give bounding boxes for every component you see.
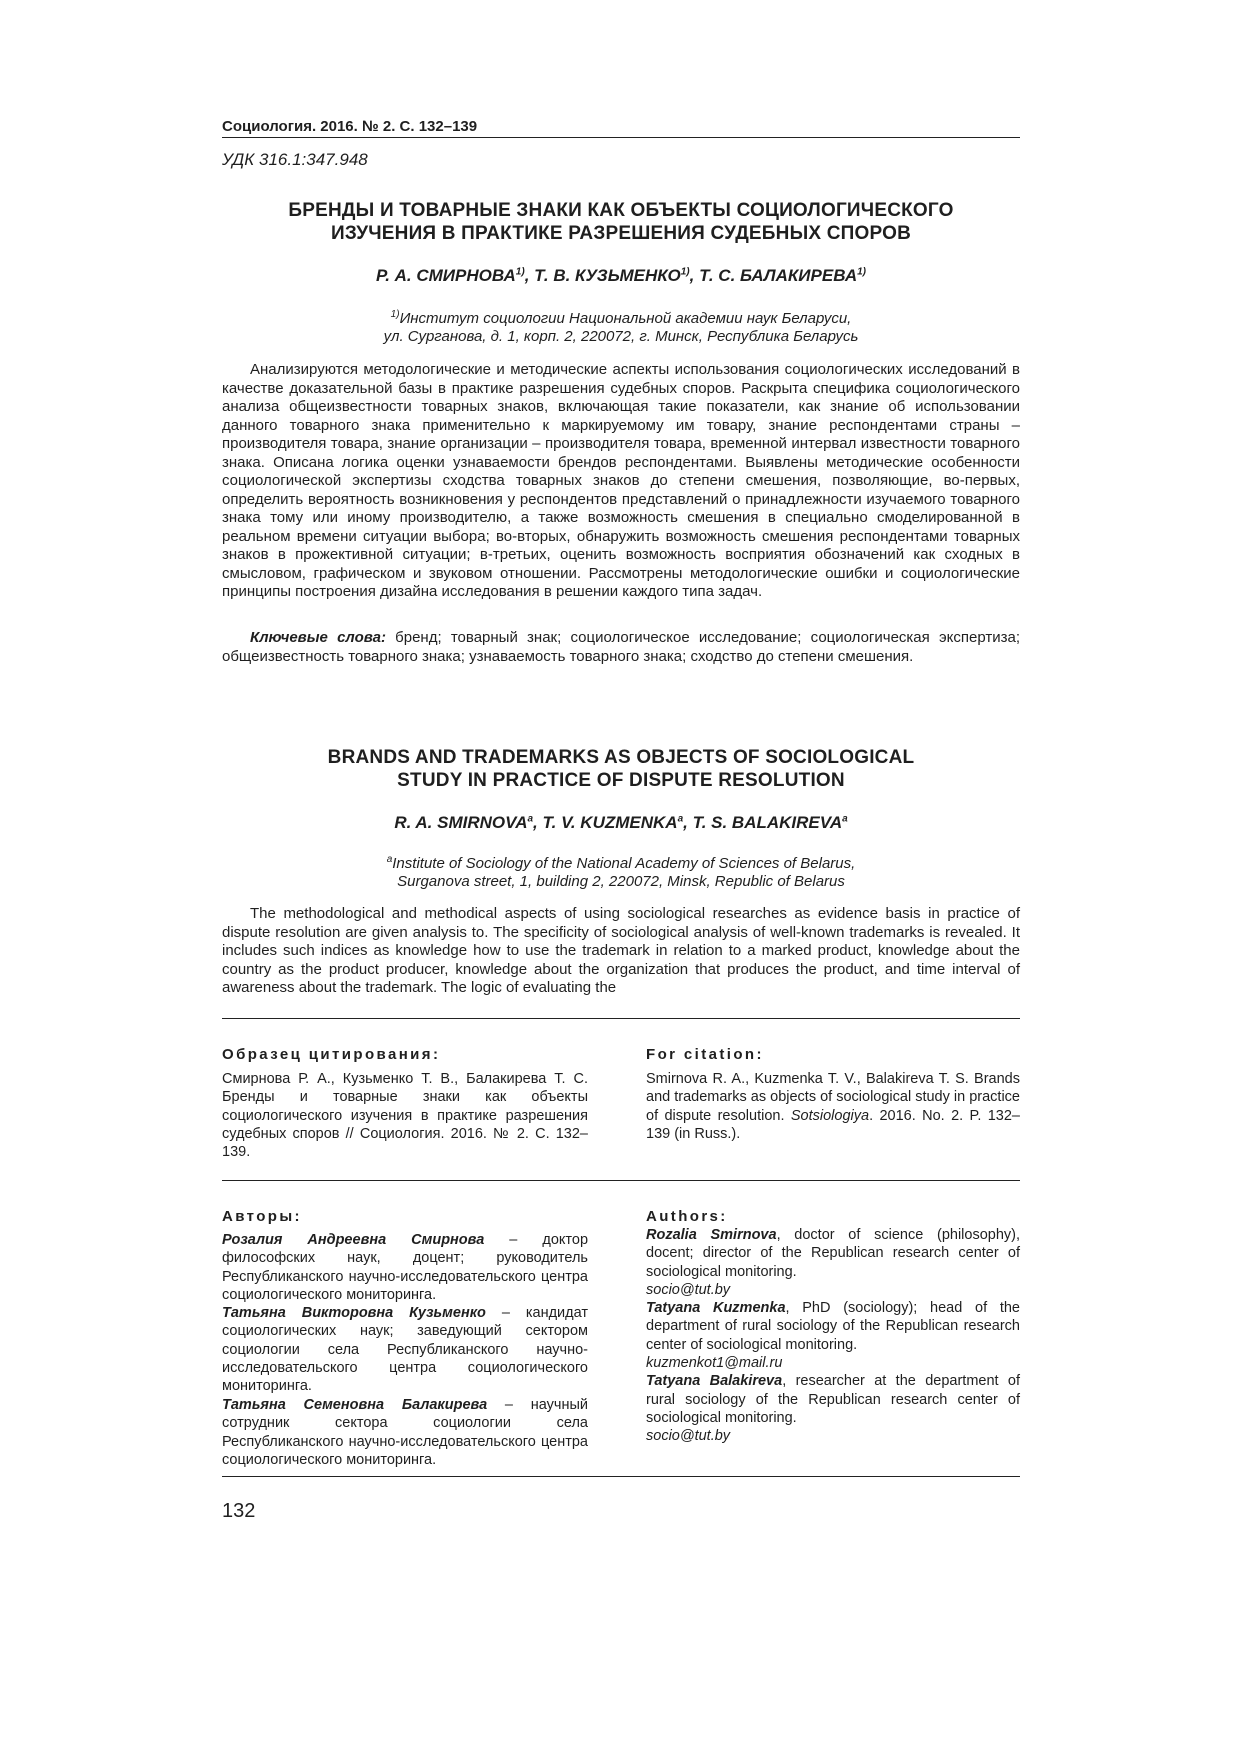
en-bio-3-name: Tatyana Balakireva xyxy=(646,1373,783,1390)
en-citation-text xyxy=(646,1070,1020,1143)
en-title xyxy=(222,746,1020,792)
ru-affiliation xyxy=(222,306,1020,346)
section-rule-2 xyxy=(222,1180,1020,1181)
section-rule-3 xyxy=(222,1476,1020,1477)
ru-author-bio-3 xyxy=(222,1396,588,1469)
en-author-2: T. V. KUZMENKA xyxy=(542,813,678,832)
en-bio-1-email[interactable]: socio@tut.by xyxy=(646,1281,731,1298)
ru-abstract: Анализируются методологические и методические аспекты использования социологических исследований в качестве доказательной базы в практике разрешения судебных споров. Раскрыта специфика социологического анализа общеизвестности товарных знаков, включающая такие показатели, как знание об использовании данного товарного знака применительно к маркируемому им товару, знание респондентами страны – производителя товара, знание организации – производителя товара, временной интервал известности товарного знака. Описана логика оценки узнаваемости брендов респондентами. Выявлены методические особенности социологической экспертизы сходства товарных знаков до степени смешения, позволяющие, во-первых, определить вероятность возникновения у респондентов представлений о принадлежности изучаемого товарного знака тому или иному производителю, а также возможность смешения в специально смоделированной в реальном времени ситуации выбора; во-вторых, обнаружить возможность смешения респондентами товарных знаков в прожективной ситуации; в-третьих, оценить возможность восприятия обозначений как сходных в смысловом, графическом и звуковом отношении. Рассмотрены методологические ошибки и социологические принципы построения дизайна исследования в решении каждого типа задач. xyxy=(222,361,1020,600)
ru-author-bio-2 xyxy=(222,1304,588,1395)
en-bio-3-email[interactable]: socio@tut.by xyxy=(646,1428,731,1445)
en-abstract: The methodological and methodical aspects of using sociological researches as evidence basis in practice of dispute resolution are given analysis to. The specificity of sociological analysis of well-known trademarks is revealed. It includes such indices as knowledge how to use the trademark in relation to a marked product, knowledge about the country as the product producer, knowledge about the organization that produces the product, and time interval of awareness about the trademark. The logic of evaluating the xyxy=(222,905,1020,996)
en-citation-heading: For citation: xyxy=(646,1046,764,1063)
udk-code: УДК 316.1:347.948 xyxy=(222,150,368,169)
en-bio-2-text: , PhD (sociology); head of the department of rural sociology of the Republican research center of sociological monitoring. xyxy=(646,1300,1020,1353)
en-bio-2-email[interactable]: kuzmenkot1@mail.ru xyxy=(646,1355,783,1372)
page-number: 132 xyxy=(222,1500,256,1522)
en-author-bio-1 xyxy=(646,1226,1020,1281)
en-author-sep: , xyxy=(533,813,543,832)
ru-bio-3-text: – научный сотрудник сектора социологии села Республиканского научно-исследовательского центра социологического мониторинга. xyxy=(222,1397,588,1468)
section-rule-1 xyxy=(222,1018,1020,1019)
ru-bio-2-name: Татьяна Викторовна Кузьменко xyxy=(222,1305,486,1321)
ru-author-sep: , xyxy=(524,266,535,285)
ru-bio-1-name: Розалия Андреевна Смирнова xyxy=(222,1232,485,1248)
ru-author-sep: , xyxy=(689,266,700,285)
ru-bio-3-name: Татьяна Семеновна Балакирева xyxy=(222,1397,488,1413)
ru-affil-line1: Институт социологии Национальной академии наук Беларуси, xyxy=(399,310,852,327)
en-author-3: T. S. BALAKIREVA xyxy=(692,813,843,832)
ru-authors xyxy=(222,266,1020,286)
ru-keywords-label: Ключевые слова: xyxy=(250,629,386,646)
en-bio-1-name: Rozalia Smirnova xyxy=(646,1227,777,1243)
en-title-line2: STUDY IN PRACTICE OF DISPUTE RESOLUTION xyxy=(397,770,845,791)
journal-reference: Социология. 2016. № 2. С. 132–139 xyxy=(222,118,478,135)
ru-affil-sup: 1) xyxy=(390,309,400,320)
en-authors-heading: Authors: xyxy=(646,1208,728,1225)
en-citation-tail: . 2016. No. 2. P. 132–139 (in Russ.). xyxy=(646,1107,1020,1142)
ru-title-line2: ИЗУЧЕНИЯ В ПРАКТИКЕ РАЗРЕШЕНИЯ СУДЕБНЫХ СПОРОВ xyxy=(330,223,912,244)
ru-author-3-sup: 1) xyxy=(857,266,867,278)
ru-citation-text: Смирнова Р. А., Кузьменко Т. В., Балакирева Т. С. Бренды и товарные знаки как объекты социологического изучения в практике разрешения судебных споров // Социология. 2016. № 2. С. 132–139. xyxy=(222,1071,588,1161)
ru-affil-line2: ул. Сурганова, д. 1, корп. 2, 220072, г. Минск, Республика Беларусь xyxy=(383,328,859,345)
en-bio-1-text: , doctor of science (philosophy), docent; director of the Republican research center of sociological monitoring. xyxy=(646,1227,1021,1280)
en-author-3-sup: a xyxy=(842,813,848,825)
ru-author-1-sup: 1) xyxy=(515,266,525,278)
ru-bio-1-text: – доктор философских наук, доцент; руководитель Республиканского научно-исследовательского центра социологического мониторинга. xyxy=(222,1232,589,1303)
ru-keywords-text: бренд; товарный знак; социологическое исследование; социологическая экспертиза; общеизвестность товарного знака; узнаваемость товарного знака; сходство до степени смешения. xyxy=(222,629,1020,665)
en-citation-main: Smirnova R. A., Kuzmenka T. V., Balakireva T. S. Brands and trademarks as objects of sociological study in practice of dispute resolution. xyxy=(646,1071,1020,1124)
ru-authors-heading: Авторы: xyxy=(222,1208,302,1225)
ru-citation-heading: Образец цитирования: xyxy=(222,1046,441,1063)
en-author-1: R. A. SMIRNOVA xyxy=(394,813,528,832)
ru-author-2: Т. В. КУЗЬМЕНКО xyxy=(534,266,681,285)
en-affil-line2: Surganova street, 1, building 2, 220072, Minsk, Republic of Belarus xyxy=(397,873,845,890)
en-bio-3-text: , researcher at the department of rural sociology of the Republican research center of sociological monitoring. xyxy=(646,1373,1020,1426)
ru-title xyxy=(222,199,1020,245)
en-author-bios xyxy=(646,1226,1020,1446)
ru-author-bio-1 xyxy=(222,1231,588,1304)
ru-bio-2-text: – кандидат социологических наук; заведующий сектором социологии села Республиканского научно-исследовательского центра социологического мониторинга. xyxy=(222,1305,588,1395)
en-affil-line1: Institute of Sociology of the National Academy of Sciences of Belarus, xyxy=(392,855,856,872)
en-bio-2-name: Tatyana Kuzmenka xyxy=(646,1300,786,1317)
en-author-bio-3 xyxy=(646,1372,1020,1427)
ru-keywords xyxy=(222,629,1020,666)
en-author-1-sup: a xyxy=(527,813,534,825)
en-citation-journal: Sotsiologiya xyxy=(790,1107,870,1124)
article-page xyxy=(222,0,1020,1754)
en-affiliation xyxy=(222,851,1020,891)
ru-author-3: Т. С. БАЛАКИРЕВА xyxy=(699,266,858,285)
en-authors xyxy=(222,813,1020,833)
ru-title-line1: БРЕНДЫ И ТОВАРНЫЕ ЗНАКИ КАК ОБЪЕКТЫ СОЦИОЛОГИЧЕСКОГО xyxy=(288,200,954,221)
en-author-sep: , xyxy=(683,813,693,832)
en-title-line1: BRANDS AND TRADEMARKS AS OBJECTS OF SOCIOLOGICAL xyxy=(327,747,915,768)
ru-author-1: Р. А. СМИРНОВА xyxy=(375,266,516,285)
ru-author-2-sup: 1) xyxy=(680,266,690,278)
en-affil-sup: a xyxy=(386,854,393,865)
en-author-bio-2 xyxy=(646,1299,1020,1354)
header-rule xyxy=(222,137,1020,138)
en-author-2-sup: a xyxy=(677,813,684,825)
